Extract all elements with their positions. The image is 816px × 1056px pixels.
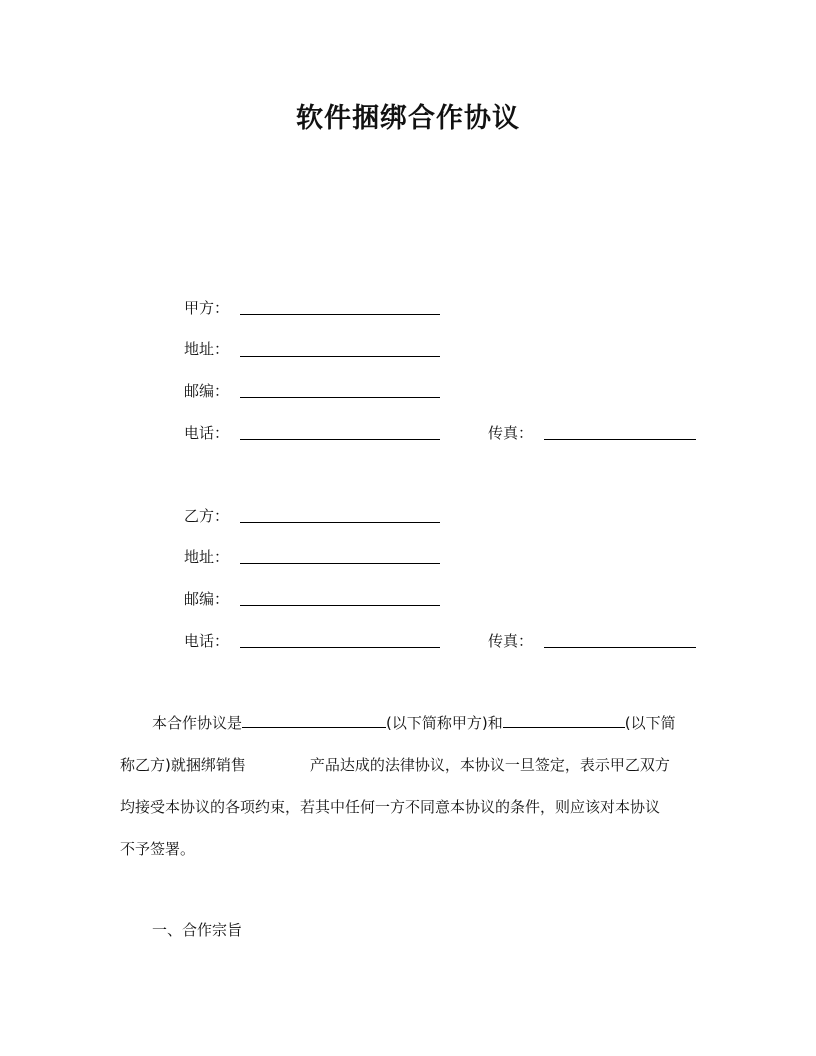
party-a-phone-label: 电话： bbox=[184, 424, 230, 442]
intro-line-2 bbox=[120, 753, 670, 777]
intro-text: 称乙方)就捆绑销售 bbox=[120, 756, 246, 774]
intro-text: 本合作协议是 bbox=[152, 714, 243, 732]
intro-line-4: 不予签署。 bbox=[120, 840, 196, 858]
party-b-fax-label: 传真： bbox=[488, 632, 534, 650]
party-b-fax-field[interactable] bbox=[544, 647, 696, 648]
party-b-address-label: 地址： bbox=[184, 548, 230, 566]
intro-line-1 bbox=[152, 710, 676, 735]
intro-line-3: 均接受本协议的各项约束，若其中任何一方不同意本协议的条件，则应该对本协议 bbox=[120, 798, 661, 816]
party-a-name-label: 甲方： bbox=[184, 299, 230, 317]
party-b-address-field[interactable] bbox=[240, 563, 440, 564]
party-a-postcode-label: 邮编： bbox=[184, 382, 230, 400]
party-b-name-label: 乙方： bbox=[184, 507, 230, 525]
party-b-fill-blank[interactable] bbox=[503, 710, 625, 728]
party-b-phone-label: 电话： bbox=[184, 632, 230, 650]
party-a-phone-field[interactable] bbox=[240, 439, 440, 440]
party-a-fill-blank[interactable] bbox=[242, 710, 386, 728]
party-b-phone-field[interactable] bbox=[240, 647, 440, 648]
party-a-name-field[interactable] bbox=[240, 314, 440, 315]
intro-paragraph bbox=[120, 710, 700, 858]
intro-text: 产品达成的法律协议，本协议一旦签定，表示甲乙双方 bbox=[309, 756, 670, 774]
party-a-fax-field[interactable] bbox=[544, 439, 696, 440]
party-a-address-field[interactable] bbox=[240, 356, 440, 357]
intro-text: (以下简 bbox=[624, 714, 676, 732]
party-a-postcode-field[interactable] bbox=[240, 397, 440, 398]
party-a-address-label: 地址： bbox=[184, 340, 230, 358]
section-heading-1: 一、合作宗旨 bbox=[152, 921, 243, 939]
document-title: 软件捆绑合作协议 bbox=[296, 103, 520, 134]
party-b-name-field[interactable] bbox=[240, 522, 440, 523]
party-a-fax-label: 传真： bbox=[488, 424, 534, 442]
party-b-postcode-field[interactable] bbox=[240, 605, 440, 606]
party-b-postcode-label: 邮编： bbox=[184, 590, 230, 608]
intro-text: (以下简称甲方)和 bbox=[386, 714, 503, 732]
